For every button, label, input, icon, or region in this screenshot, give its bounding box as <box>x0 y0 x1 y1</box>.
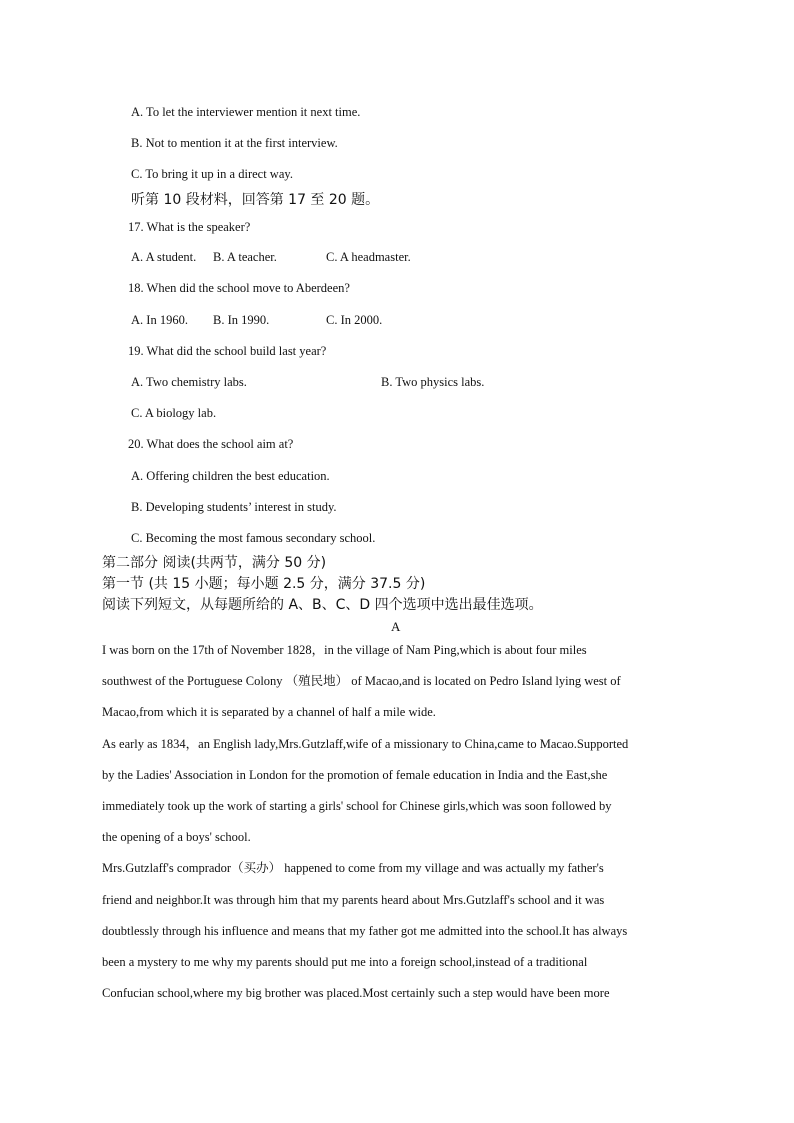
q19-option-a: A. Two chemistry labs. <box>131 375 247 389</box>
section1-heading: 第一节 (共 15 小题；每小题 2.5 分，满分 37.5 分) <box>102 576 426 592</box>
q17-option-c: C. A headmaster. <box>326 250 411 264</box>
part2-heading: 第二部分 阅读(共两节，满分 50 分) <box>102 555 327 571</box>
passage-line: doubtlessly through his influence and means that my father got me admitted into the school.It has always <box>102 924 628 938</box>
q20-option-c: C. Becoming the most famous secondary school. <box>131 531 376 545</box>
q16-option-a: A. To let the interviewer mention it next time. <box>131 105 361 119</box>
passage-label: A <box>391 619 401 634</box>
q17-option-a: A. A student. <box>131 250 197 264</box>
passage-line: Confucian school,where my big brother was placed.Most certainly such a step would have been more <box>102 986 610 1000</box>
q19-option-c: C. A biology lab. <box>131 406 217 420</box>
q20-option-b: B. Developing students’ interest in study. <box>131 500 337 514</box>
passage-line: As early as 1834，an English lady,Mrs.Gutzlaff,wife of a missionary to China,came to Macao.Supported <box>102 737 629 751</box>
passage-line: Macao,from which it is separated by a channel of half a mile wide. <box>102 705 436 719</box>
passage-line: I was born on the 17th of November 1828，in the village of Nam Ping,which is about four miles <box>102 643 587 657</box>
q19-stem: 19. What did the school build last year? <box>128 344 327 358</box>
q18-option-a: A. In 1960. <box>131 313 188 327</box>
q18-stem: 18. When did the school move to Aberdeen? <box>128 281 350 295</box>
q20-stem: 20. What does the school aim at? <box>128 437 294 451</box>
q20-option-a: A. Offering children the best education. <box>131 469 330 483</box>
section-instruction: 听第 10 段材料，回答第 17 至 20 题。 <box>131 192 380 208</box>
q18-option-b: B. In 1990. <box>213 313 270 327</box>
q18-option-c: C. In 2000. <box>326 313 383 327</box>
passage-line: southwest of the Portuguese Colony （殖民地） of Macao,and is located on Pedro Island lying west of <box>102 674 621 688</box>
reading-instruction: 阅读下列短文，从每题所给的 A、B、C、D 四个选项中选出最佳选项。 <box>102 597 543 613</box>
passage-line: by the Ladies' Association in London for the promotion of female education in India and the East,she <box>102 768 608 782</box>
q16-option-c: C. To bring it up in a direct way. <box>131 167 293 181</box>
passage-line: the opening of a boys' school. <box>102 830 251 844</box>
passage-line: Mrs.Gutzlaff's comprador（买办） happened to come from my village and was actually my father's <box>102 861 604 875</box>
q17-option-b: B. A teacher. <box>213 250 277 264</box>
passage-line: been a mystery to me why my parents should put me into a foreign school,instead of a traditional <box>102 955 588 969</box>
passage-line: immediately took up the work of starting a girls' school for Chinese girls,which was soon followed by <box>102 799 612 813</box>
q16-option-b: B. Not to mention it at the first interview. <box>131 136 338 150</box>
passage-line: friend and neighbor.It was through him that my parents heard about Mrs.Gutzlaff's school and it was <box>102 893 605 907</box>
q17-stem: 17. What is the speaker? <box>128 220 251 234</box>
q19-option-b: B. Two physics labs. <box>381 375 485 389</box>
